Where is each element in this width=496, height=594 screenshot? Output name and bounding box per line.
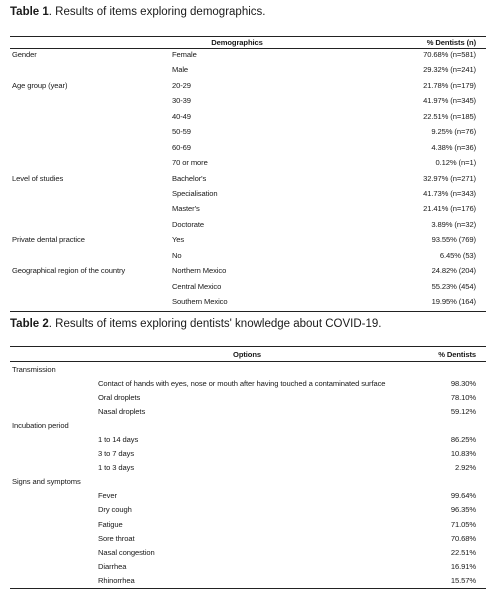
row-option-cell: Bachelor's [172, 173, 207, 183]
table-row [10, 95, 486, 110]
row-category-cell: Gender [12, 50, 37, 59]
row-value-cell: 22.51% [450, 547, 477, 557]
table-row [10, 531, 486, 545]
table-row [10, 126, 486, 141]
row-category-cell: Private dental practice [12, 235, 85, 245]
row-value-cell: 15.57% [416, 573, 486, 588]
table-row [10, 503, 486, 517]
row-category-cell [10, 545, 96, 559]
table-row [10, 157, 486, 172]
row-option-cell: 3 to 7 days [98, 449, 135, 459]
row-category-cell [10, 489, 96, 503]
row-option-cell [96, 418, 416, 432]
row-option-cell: 40-49 [172, 111, 191, 121]
table-row [10, 475, 486, 489]
row-option-cell: Yes [172, 235, 185, 245]
row-value-cell: 93.55% (769) [431, 235, 476, 245]
row-category-cell: Signs and symptoms [12, 477, 81, 487]
table-row [10, 559, 486, 573]
row-value-cell: 70.68% [450, 533, 477, 543]
row-category-cell: Level of studies [12, 173, 64, 183]
row-category-cell [10, 531, 96, 545]
row-option-cell: Nasal droplets [98, 406, 146, 416]
table-row [10, 376, 486, 390]
table-row [10, 432, 486, 446]
row-category-cell: Age group (year) [12, 80, 68, 90]
row-category-cell: Transmission [12, 364, 56, 374]
row-option-cell: Southern Mexico [170, 296, 316, 312]
row-option-cell: Contact of hands with eyes, nose or mouth after having touched a contaminated surface [98, 378, 386, 388]
row-category-cell [10, 376, 96, 390]
row-value-cell: 21.78% (n=179) [423, 80, 476, 90]
table1-caption [10, 6, 265, 18]
table-row [10, 489, 486, 503]
row-category-cell [10, 142, 170, 157]
row-option-cell: Northern Mexico [172, 266, 227, 276]
row-value-cell: 2.92% [454, 463, 477, 473]
row-option-cell: 60-69 [172, 142, 191, 152]
row-value-cell: 41.97% (n=345) [423, 96, 476, 106]
row-option-cell: Fever [98, 491, 117, 501]
row-category-cell [10, 447, 96, 461]
row-value-cell: 21.41% (n=176) [423, 204, 476, 214]
row-value-cell: 3.89% (n=32) [431, 219, 476, 229]
row-option-cell: Master's [172, 204, 200, 214]
row-option-cell: Rhinorrhea [96, 573, 416, 588]
row-value-cell: 0.12% (n=1) [435, 158, 476, 168]
row-option-cell: Diarrhea [98, 561, 127, 571]
row-value-cell: 71.05% [450, 519, 477, 529]
row-value-cell: 99.64% [450, 491, 477, 501]
row-category-cell [10, 203, 170, 218]
row-value-cell: 22.51% (n=185) [423, 111, 476, 121]
row-category-cell: Geographical region of the country [12, 266, 126, 276]
row-value-cell: 96.35% [450, 505, 477, 515]
row-value-cell: 19.95% (164) [316, 296, 486, 312]
row-value-cell: 86.25% [450, 435, 477, 445]
row-category-cell [10, 250, 170, 265]
row-option-cell: 30-39 [172, 96, 191, 106]
row-value-cell [416, 475, 486, 489]
row-option-cell: No [172, 250, 182, 260]
row-category-cell [10, 573, 96, 588]
row-category-cell [10, 517, 96, 531]
row-category-cell [10, 559, 96, 573]
row-value-cell: 24.82% (204) [431, 266, 476, 276]
row-option-cell: 1 to 14 days [98, 435, 139, 445]
header-demographics: Demographics [10, 37, 316, 49]
table-row [10, 404, 486, 418]
table-row [10, 111, 486, 126]
row-value-cell [416, 418, 486, 432]
row-category-cell [10, 461, 96, 475]
table-row [10, 142, 486, 157]
row-option-cell: Female [172, 50, 197, 59]
knowledge-table-body [10, 362, 486, 589]
table-row [10, 447, 486, 461]
row-value-cell: 70.68% (n=581) [423, 50, 476, 59]
row-option-cell: Central Mexico [172, 281, 222, 291]
table-row [10, 281, 486, 296]
table-row [10, 234, 486, 249]
row-value-cell: 98.30% [450, 378, 477, 388]
table-row [10, 265, 486, 280]
row-category-cell [10, 404, 96, 418]
table-row [10, 219, 486, 234]
table-row [10, 296, 486, 312]
row-value-cell: 59.12% [450, 406, 477, 416]
row-category-cell [10, 296, 170, 312]
row-category-cell: Incubation period [12, 420, 69, 430]
row-value-cell: 16.91% [450, 561, 477, 571]
row-category-cell [10, 64, 170, 79]
header-options: Options [10, 347, 416, 362]
row-category-cell [10, 95, 170, 110]
row-category-cell [10, 281, 170, 296]
table-row [10, 545, 486, 559]
row-option-cell: 50-59 [172, 127, 191, 137]
row-option-cell: Sore throat [98, 533, 135, 543]
demographics-table-body [10, 49, 486, 312]
row-category-cell [10, 503, 96, 517]
table-row [10, 173, 486, 188]
table-row [10, 80, 486, 95]
row-category-cell [10, 390, 96, 404]
row-option-cell: 1 to 3 days [98, 463, 135, 473]
row-value-cell: 55.23% (454) [431, 281, 476, 291]
row-value-cell: 10.83% [450, 449, 477, 459]
table-header-row [10, 347, 486, 362]
row-category-cell [10, 126, 170, 141]
row-value-cell: 4.38% (n=36) [431, 142, 476, 152]
table2-caption [10, 318, 381, 330]
knowledge-table [10, 346, 486, 589]
table-row [10, 517, 486, 531]
row-value-cell [416, 362, 486, 377]
table2-caption-text: . Results of items exploring dentists' knowledge about COVID-19. [48, 318, 382, 330]
row-option-cell: Oral droplets [98, 392, 141, 402]
row-option-cell: Fatigue [98, 519, 123, 529]
row-option-cell: 70 or more [172, 158, 208, 168]
row-category-cell [10, 157, 170, 172]
table-row [10, 203, 486, 218]
table-row [10, 573, 486, 588]
header-percent-dentists: % Dentists [416, 347, 486, 362]
table-row [10, 390, 486, 404]
row-value-cell: 9.25% (n=76) [431, 127, 476, 137]
table1-caption-text: . Results of items exploring demographics. [48, 6, 266, 18]
row-option-cell [96, 362, 416, 377]
row-category-cell [10, 188, 170, 203]
row-value-cell: 78.10% [450, 392, 477, 402]
demographics-table [10, 36, 486, 312]
table-header-row [10, 37, 486, 49]
row-value-cell: 41.73% (n=343) [423, 188, 476, 198]
table1-label: Table 1 [10, 6, 49, 18]
row-option-cell: 20-29 [172, 80, 191, 90]
row-category-cell [10, 219, 170, 234]
table-row [10, 461, 486, 475]
row-value-cell: 29.32% (n=241) [423, 65, 476, 75]
row-option-cell: Dry cough [98, 505, 132, 515]
row-value-cell: 6.45% (53) [439, 250, 476, 260]
table-row [10, 49, 486, 65]
table2-label: Table 2 [10, 318, 49, 330]
row-option-cell: Specialisation [172, 188, 218, 198]
row-category-cell [10, 432, 96, 446]
table-row [10, 418, 486, 432]
table-row [10, 64, 486, 79]
row-option-cell: Male [172, 65, 189, 75]
row-category-cell [10, 111, 170, 126]
table-row [10, 188, 486, 203]
row-option-cell: Doctorate [172, 219, 205, 229]
row-option-cell [96, 475, 416, 489]
row-option-cell: Nasal congestion [98, 547, 155, 557]
header-percent-dentists-n: % Dentists (n) [316, 37, 486, 49]
row-value-cell: 32.97% (n=271) [423, 173, 476, 183]
table-row [10, 250, 486, 265]
table-row [10, 362, 486, 377]
